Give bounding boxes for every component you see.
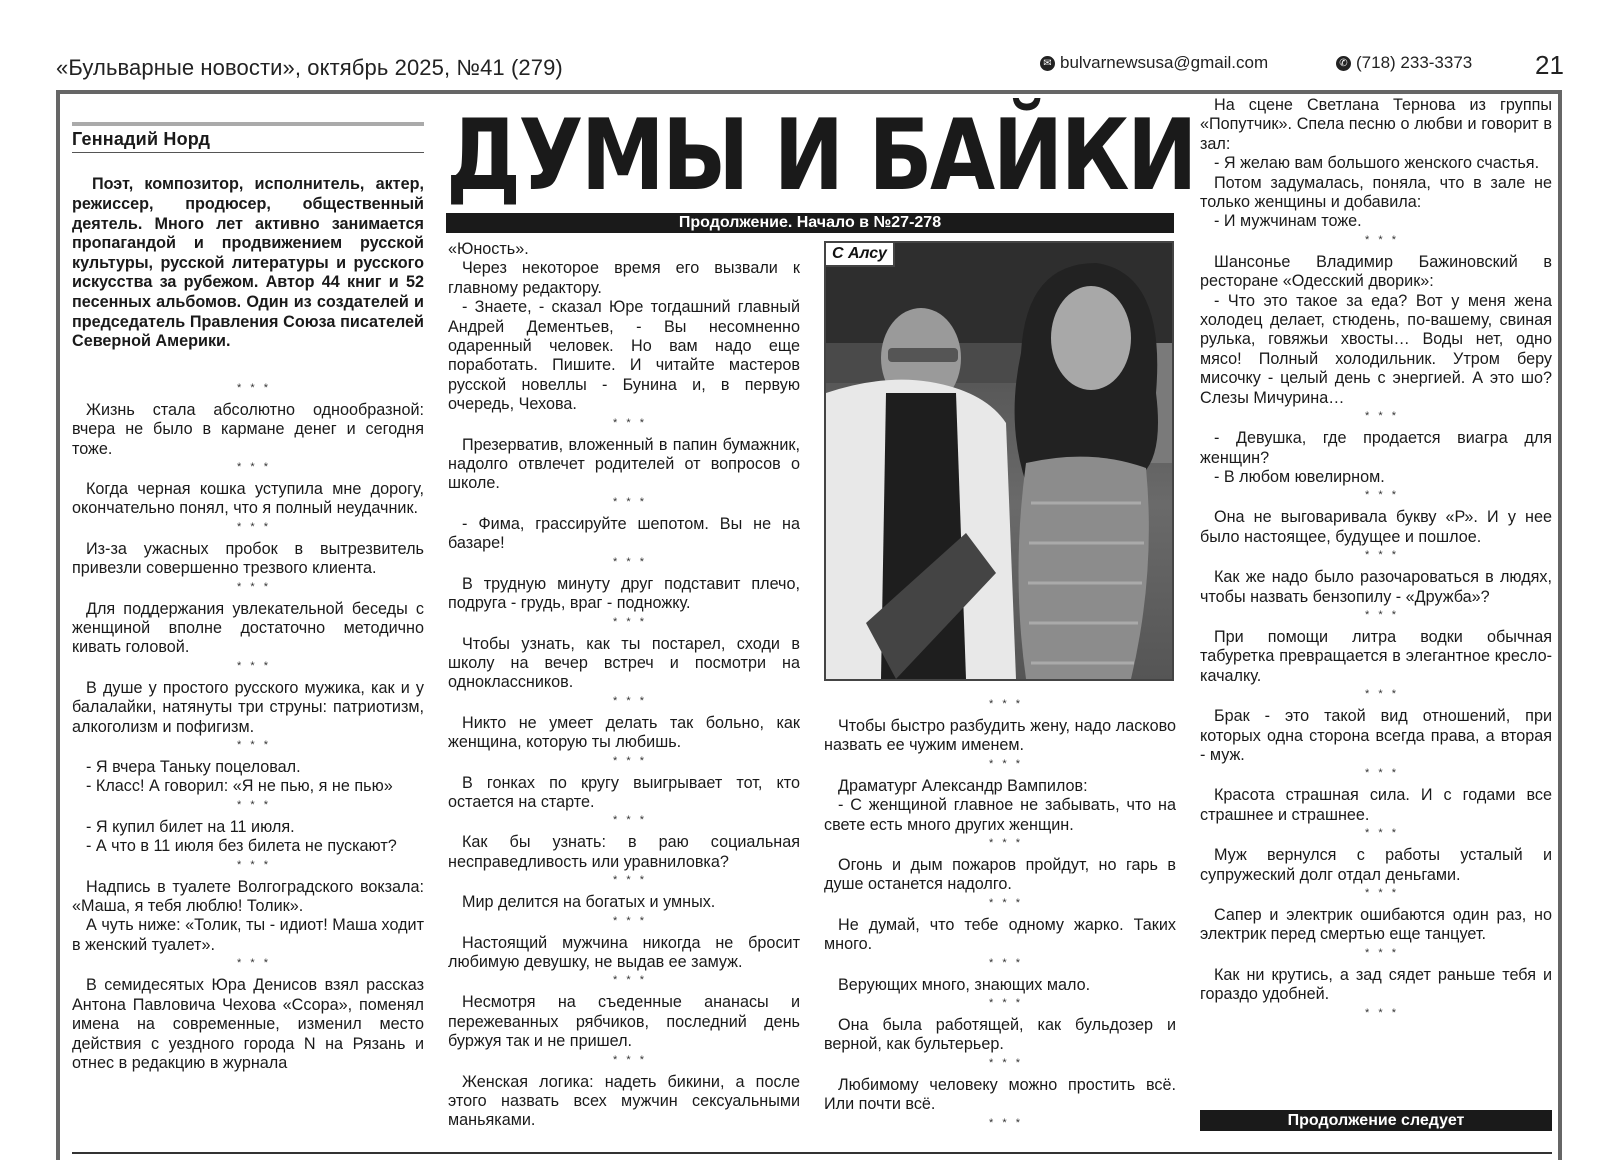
to-be-continued-banner: Продолжение следует: [1200, 1110, 1552, 1131]
story-paragraph: В семидесятых Юра Денисов взял рассказ Антона Павловича Чехова «Ссора», поменял имена на современные, изменил место действия с уездного города N на Рязань и отнес в редакцию в журнала: [72, 976, 424, 1072]
bio-text: Поэт, композитор, исполнитель, актер, режиссер, продюсер, общественный деятель. Много лет активно занимается пропагандой и продвижением русской культуры, русской литературы и русского искусства за рубежом. Автор 44 книг и 52 песенных альбомов. Один из создателей и председатель Правления Союза писателей Северной Америки.: [72, 175, 424, 351]
joke: Она не выговаривала букву «Р». И у нее было настоящее, будущее и пошлое.: [1200, 508, 1552, 546]
joke-line: А чуть ниже: «Толик, ты - идиот! Маша ходит в женский туалет».: [72, 916, 424, 954]
joke: Как же надо было разочароваться в людях, чтобы назвать бензопилу - «Дружба»?: [1200, 568, 1552, 606]
joke: Огонь и дым пожаров пройдут, но гарь в душе останется надолго.: [824, 856, 1176, 894]
photo-caption: С Алсу: [826, 243, 895, 267]
continuation-banner: Продолжение. Начало в №27-278: [446, 213, 1174, 233]
joke: Жизнь стала абсолютно однообразной: вчера не было в кармане денег и сегодня тоже.: [72, 400, 424, 458]
column-4: [1200, 96, 1552, 1022]
joke: В гонках по кругу выигрывает тот, кто остается на старте.: [448, 773, 800, 811]
separator: * * *: [237, 381, 271, 394]
separator: * * *: [613, 974, 647, 987]
joke: Настоящий мужчина никогда не бросит любимую девушку, не выдав ее замуж.: [448, 933, 800, 971]
separator: * * *: [989, 956, 1023, 969]
joke: Не думай, что тебе одному жарко. Таких много.: [824, 915, 1176, 954]
separator: * * *: [1365, 887, 1399, 899]
separator: * * *: [1365, 233, 1399, 246]
joke-line: На сцене Светлана Тернова из группы «Попутчик». Спела песню о любви и говорит в зал:: [1200, 96, 1552, 153]
separator: * * *: [613, 1053, 647, 1066]
joke-line: - С женщиной главное не забывать, что на свете есть много других женщин.: [824, 796, 1176, 834]
separator: * * *: [237, 739, 271, 752]
separator: * * *: [989, 896, 1023, 909]
mail-icon: ✉: [1040, 56, 1055, 71]
phone-contact[interactable]: [1336, 53, 1472, 73]
separator: * * *: [237, 460, 271, 473]
joke: Мир делится на богатых и умных.: [462, 893, 716, 912]
joke-line: - Девушка, где продается виагра для женщин?: [1200, 429, 1552, 467]
separator: * * *: [613, 495, 647, 508]
separator: * * *: [237, 520, 271, 533]
column-1: [72, 96, 424, 1073]
joke-line: Надпись в туалете Волгоградского вокзала: «Маша, я тебя люблю! Толик».: [72, 877, 424, 916]
photo-image: [826, 243, 1172, 679]
joke-line: Шансонье Владимир Бажиновский в ресторане «Одесский дворик»:: [1200, 252, 1552, 291]
joke-line: - Что это такое за еда? Вот у меня жена холодец делает, стюдень, по-вашему, свиная рулька, говяжьи хвосты… Воды нет, одно мясо! Полный холодильник. Утром беру мисочку - целый день с энергией. А это шо? Слезы Мичурина…: [1200, 291, 1552, 407]
separator: * * *: [1365, 489, 1399, 502]
column-3: [824, 696, 1176, 1132]
joke: Чтобы узнать, как ты постарел, сходи в школу на вечер встреч и посмотри на одноклассников.: [448, 634, 800, 692]
separator: * * *: [613, 914, 647, 927]
separator: * * *: [613, 754, 647, 767]
separator: * * *: [613, 416, 647, 429]
photo: [824, 241, 1174, 681]
joke-line: - Я вчера Таньку поцеловал.: [86, 758, 301, 777]
joke: Женская логика: надеть бикини, а после этого назвать всех мужчин сексуальными маньяками.: [448, 1072, 800, 1130]
separator: * * *: [989, 1056, 1023, 1069]
joke-line: Драматург Александр Вампилов:: [838, 776, 1088, 795]
joke: Несмотря на съеденные ананасы и пережеванных рябчиков, последний день буржуя так и не пришел.: [448, 993, 800, 1051]
author-bio: [72, 175, 424, 351]
joke: Как бы узнать: в раю социальная несправедливость или уравниловка?: [448, 833, 800, 871]
separator: * * *: [613, 615, 647, 628]
story-paragraph: - Знаете, - сказал Юре тогдашний главный Андрей Дементьев, - Вы несомненно одаренный человек. Но вам надо еще поработать. Пишите. И читайте мастеров русской новеллы - Бунина и, в первую очередь, Чехова.: [448, 298, 800, 414]
joke: Из-за ужасных пробок в вытрезвитель привезли совершенно трезвого клиента.: [72, 539, 424, 578]
separator: * * *: [989, 698, 1023, 710]
separator: * * *: [1365, 608, 1399, 621]
story-paragraph: «Юность».: [448, 240, 529, 258]
bottom-rule: [72, 1152, 1552, 1154]
joke-line: - Я желаю вам большого женского счастья.: [1214, 154, 1540, 173]
joke: Верующих много, знающих мало.: [838, 975, 1091, 994]
separator: * * *: [1365, 688, 1399, 701]
separator: * * *: [613, 555, 647, 568]
phone-text[interactable]: (718) 233-3373: [1356, 53, 1473, 72]
separator: * * *: [237, 798, 271, 811]
joke: Никто не умеет делать так больно, как женщина, которую ты любишь.: [448, 713, 800, 752]
joke: Любимому человеку можно простить всё. Или почти всё.: [824, 1075, 1176, 1114]
joke: Сапер и электрик ошибаются один раз, но электрик перед смертью еще танцует.: [1200, 906, 1552, 944]
separator: * * *: [237, 659, 271, 672]
separator: * * *: [1365, 946, 1399, 959]
separator: * * *: [613, 694, 647, 707]
phone-icon: ✆: [1336, 56, 1351, 71]
separator: * * *: [1365, 827, 1399, 840]
separator: * * *: [1365, 767, 1399, 780]
joke: В душе у простого русского мужика, как и у балалайки, натянуты три струны: патриотизм, алкоголизм и пофигизм.: [72, 678, 424, 736]
joke-line: - Я купил билет на 11 июля.: [86, 817, 295, 836]
joke: Чтобы быстро разбудить жену, надо ласково назвать ее чужим именем.: [824, 717, 1176, 755]
separator: * * *: [237, 858, 271, 871]
separator: * * *: [989, 1116, 1023, 1129]
publication-title: «Бульварные новости», октябрь 2025, №41 (279): [56, 55, 563, 80]
separator: * * *: [989, 997, 1023, 1010]
joke: При помощи литра водки обычная табуретка превращается в элегантное кресло-качалку.: [1200, 627, 1552, 685]
joke: В трудную минуту друг подставит плечо, подруга - грудь, враг - подножку.: [448, 574, 800, 613]
joke-line: - А что в 11 июля без билета не пускают?: [86, 837, 397, 856]
separator: * * *: [237, 580, 271, 593]
page-number: 21: [1535, 50, 1564, 80]
separator: * * *: [989, 837, 1023, 850]
joke: Брак - это такой вид отношений, при которых одна сторона всегда права, а вторая - муж.: [1200, 707, 1552, 764]
separator: * * *: [237, 957, 271, 970]
headline: ДУМЫ И БАЙКИ: [446, 99, 1195, 213]
separator: * * *: [989, 757, 1023, 770]
email-contact[interactable]: [1040, 53, 1268, 73]
author-name: Геннадий Норд: [72, 129, 211, 149]
story-paragraph: Через некоторое время его вызвали к главному редактору.: [448, 259, 800, 297]
joke-line: - Класс! А говорил: «Я не пью, я не пью»: [86, 777, 393, 796]
joke: Муж вернулся с работы усталый и супружеский долг отдал деньгами.: [1200, 846, 1552, 884]
joke-line: - И мужчинам тоже.: [1214, 212, 1362, 231]
separator: * * *: [1365, 410, 1399, 423]
separator: * * *: [1365, 1006, 1399, 1019]
joke: - Фима, грассируйте шепотом. Вы не на базаре!: [448, 514, 800, 553]
joke-line: Потом задумалась, поняла, что в зале не только женщины и добавила:: [1200, 173, 1552, 212]
joke: Когда черная кошка уступила мне дорогу, окончательно понял, что я полный неудачник.: [72, 479, 424, 518]
joke: Для поддержания увлекательной беседы с женщиной вполне достаточно методично кивать головой.: [72, 599, 424, 657]
separator: * * *: [613, 814, 647, 827]
separator: * * *: [1365, 549, 1399, 562]
author-divider: [72, 152, 424, 153]
joke: Она была работящей, как бульдозер и верной, как бультерьер.: [824, 1016, 1176, 1054]
joke: Как ни крутись, а зад сядет раньше тебя и гораздо удобней.: [1200, 965, 1552, 1004]
joke: Красота страшная сила. И с годами все страшнее и страшнее.: [1200, 786, 1552, 824]
separator: * * *: [613, 874, 647, 887]
email-text[interactable]: bulvarnewsusa@gmail.com: [1060, 53, 1269, 72]
joke: Презерватив, вложенный в папин бумажник, надолго отвлечет родителей от вопросов о школе.: [448, 435, 800, 493]
column-2: [448, 240, 800, 1131]
joke-line: - В любом ювелирном.: [1214, 467, 1385, 486]
